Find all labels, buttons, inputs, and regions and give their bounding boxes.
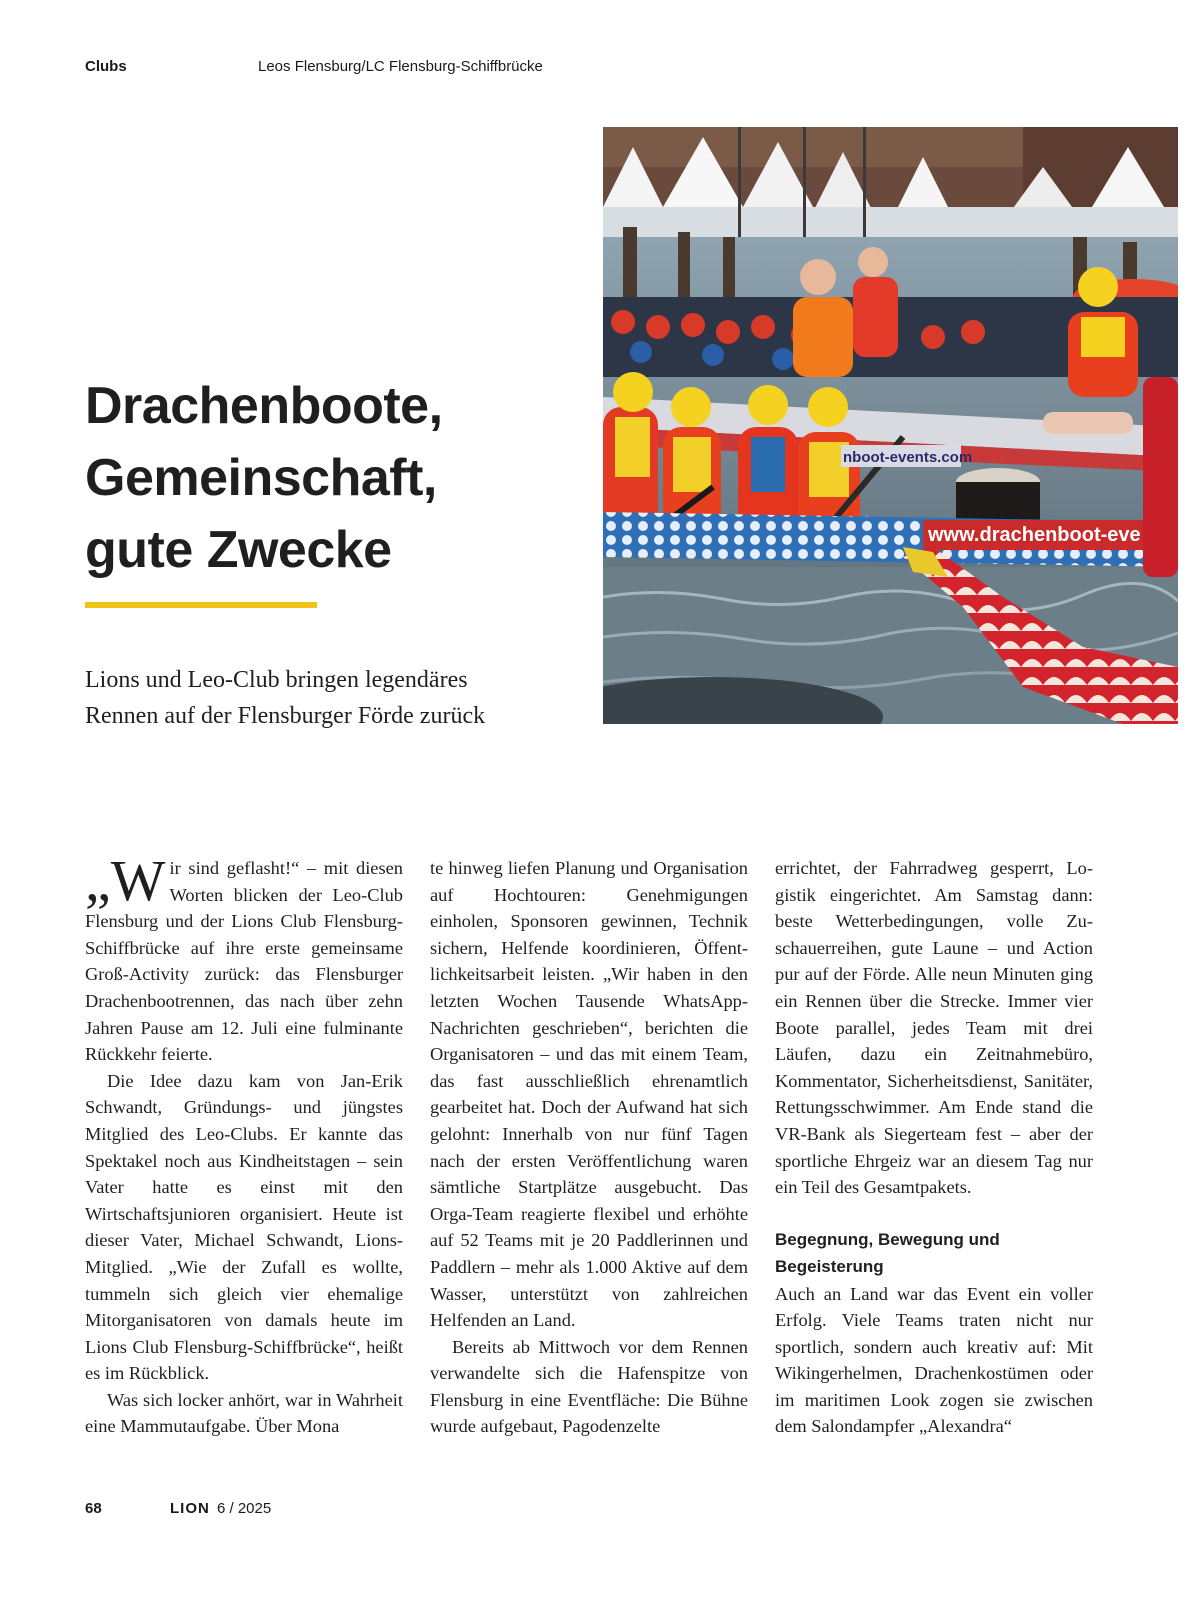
article-subheading: Begegnung, Bewegung und Begeisterung xyxy=(775,1230,1000,1276)
photo-illustration xyxy=(603,127,1178,724)
subheadline-line: Rennen auf der Flensburger Förde zurück xyxy=(85,703,486,729)
headline-line: gute Zwecke xyxy=(85,521,392,579)
article-paragraph xyxy=(85,848,403,1068)
page-number: 68 xyxy=(85,1500,102,1517)
article-paragraph: Was sich locker anhört, war in Wahrheit eine Mammutaufgabe. Über Mona xyxy=(85,1389,403,1437)
headline-line: Drachenboote, xyxy=(85,377,443,435)
article-paragraph: Die Idee dazu kam von Jan-Erik Schwandt, Gründungs- und jüngstes Mitglied des Leo-Clubs. Er kannte das Spektakel noch aus Kindheitstagen – sein Vater hatte es einst mit den Wirtschaftsjunioren organisiert. Heute ist dieser Vater, Michael Schwandt, Lions-Mitglied. „Wie der Zufall es wollte, tummeln sich gleich vier ehemalige Mitorganisatoren von damals heute im Lions Club Flensburg-Schiffbrücke“, heißt es im Rückblick. xyxy=(85,1070,403,1384)
headline-line: Gemeinschaft, xyxy=(85,449,437,507)
boat-lettering: www.drachenboot-eve xyxy=(928,524,1141,546)
photo-credit: Leos Flensburg/LC Flensburg-Schiffbrücke xyxy=(258,58,543,75)
section-label: Clubs xyxy=(85,58,127,75)
article-paragraph-continued: te hinweg liefen Planung und Organisation auf Hochtouren: Genehmigungen einholen, Sponsoren gewinnen, Technik sichern, Helfende koordinieren, Öffentlichkeitsarbeit leisten. „Wir haben in den letzten Wochen Tausende WhatsApp-Nachrichten geschrieben“, berichten die Organisatoren – und das mit einem Team, das fast ausschließlich ehrenamtlich gearbeitet hat. Doch der Aufwand hat sich gelohnt: Innerhalb von nur fünf Tagen nach der ersten Veröffentlichung waren sämtliche Startplätze ausgebucht. Das Orga-Team reagierte flexibel und erhöhte auf 52 Teams mit je 20 Paddlerinnen und Paddlern – mehr als 1.000 Aktive auf dem Wasser, unterstützt von zahlreichen Helfenden an Land. xyxy=(430,858,748,1331)
headline xyxy=(85,370,585,586)
issue-number: 6 / 2025 xyxy=(217,1500,272,1517)
article-column-1 xyxy=(85,848,403,1440)
article-column-2 xyxy=(430,855,748,1440)
drop-cap: „W xyxy=(85,848,166,913)
subheadline xyxy=(85,662,585,734)
magazine-name: LION xyxy=(170,1500,210,1517)
article-column-3 xyxy=(775,855,1093,1440)
accent-rule xyxy=(85,602,317,608)
article-paragraph: Bereits ab Mittwoch vor dem Rennen verwandelte sich die Hafenspitze von Flensburg in eine Eventfläche: Die Bühne wurde aufgebaut, Pagodenzelte xyxy=(430,1336,748,1437)
subheadline-line: Lions und Leo-Club bringen legendäres xyxy=(85,667,468,693)
boat-lettering: nboot-events.com xyxy=(843,449,973,466)
paragraph-text: ir sind geflasht!“ – mit diesen Worten blicken der Leo-Club Flensburg und der Lions Club Flensburg-Schiffbrücke auf ihre erste gemeinsame Groß-Activity zurück: das Flensburger Drachenbootrennen, das nach über zehn Jahren Pause am 12. Juli eine fulminante Rückkehr feierte. xyxy=(85,858,403,1065)
article-paragraph-continued: errichtet, der Fahrradweg gesperrt, Logistik eingerichtet. Am Samstag dann: beste Wetterbedingungen, volle Zuschauerreihen, gute Laune – und Action pur auf der Förde. Alle neun Minuten ging ein Rennen über die Strecke. Immer vier Boote parallel, jedes Team mit drei Läufen, dazu ein Zeitnahmebüro, Kommentator, Sicherheitsdienst, Sanitäter, Rettungsschwimmer. Am Ende stand die VR-Bank als Siegerteam fest – aber der sportliche Ehrgeiz war an diesem Tag nur ein Teil des Gesamtpakets. xyxy=(775,858,1093,1198)
dragon-boat-photo xyxy=(603,127,1178,724)
article-paragraph: Auch an Land war das Event ein voller Erfolg. Viele Teams traten nicht nur sportlich, sondern auch kreativ auf: Mit Wikingerhelmen, Drachenkostümen oder im maritimen Look zogen sie zwischen dem Salondampfer „Alexandra“ xyxy=(775,1283,1093,1437)
